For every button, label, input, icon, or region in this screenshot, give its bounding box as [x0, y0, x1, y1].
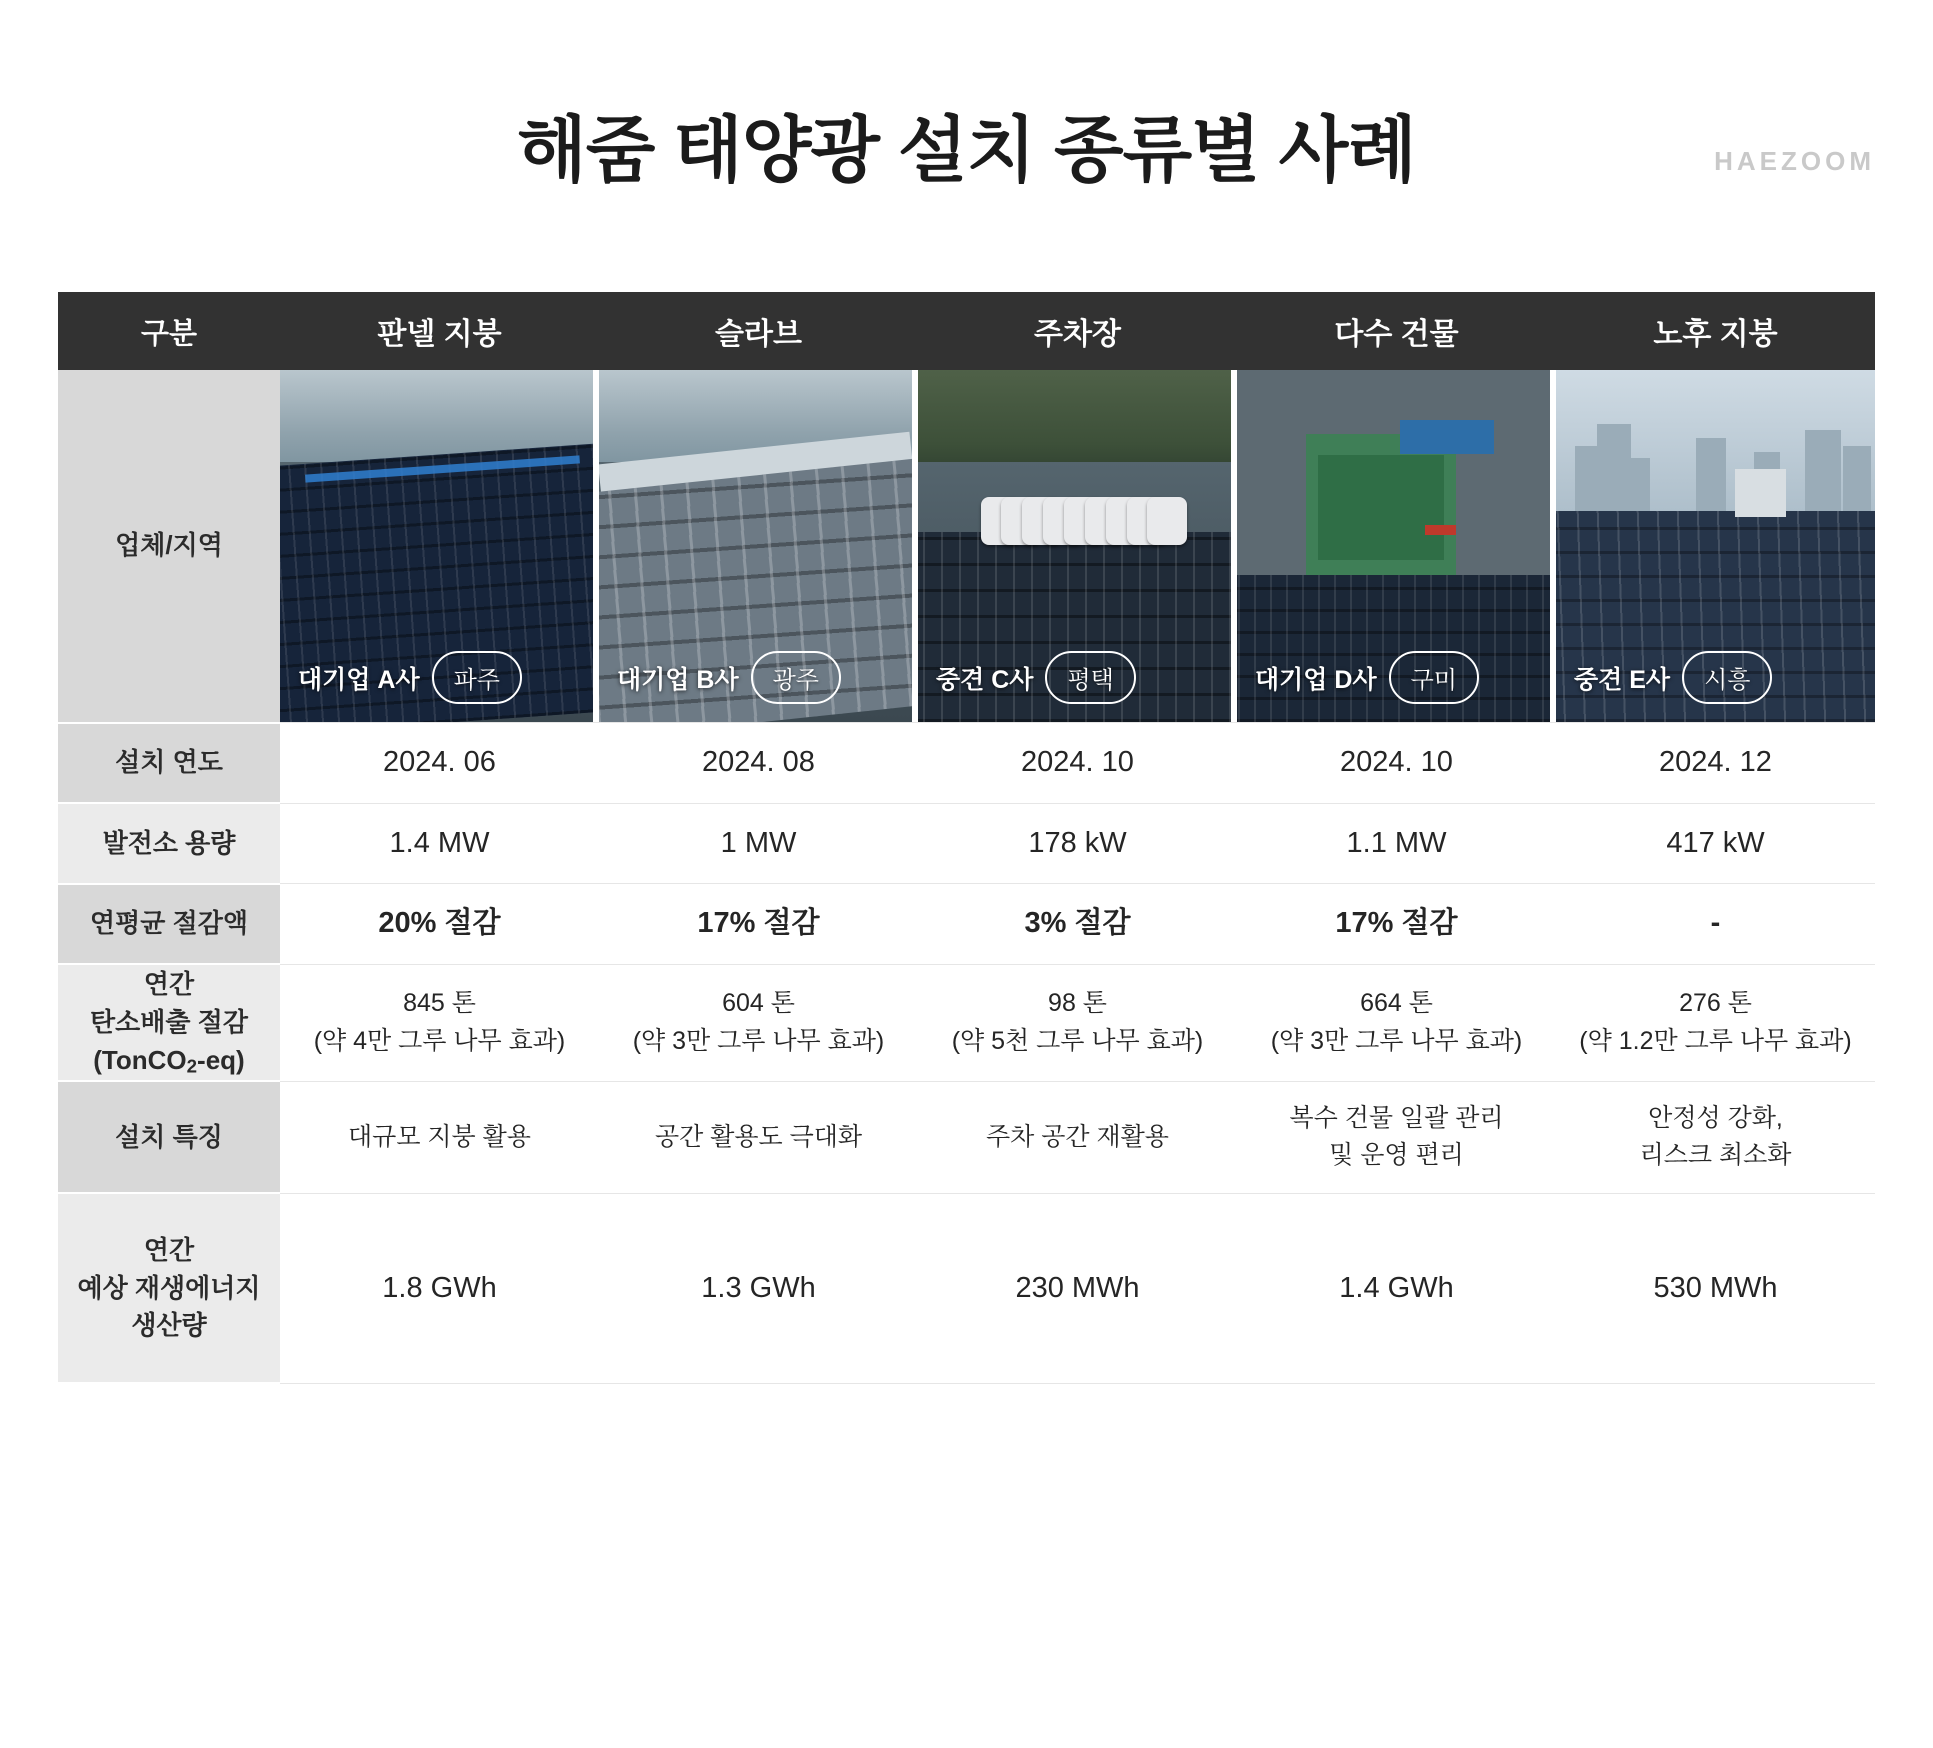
photo-caption: [617, 651, 841, 704]
table-header-row: [58, 292, 1875, 370]
cell-features-slab: [599, 1081, 918, 1193]
table-row-features: [58, 1081, 1875, 1193]
feature-line-2: 리스크 최소화: [1639, 1141, 1792, 1170]
region-badge: 광주: [751, 651, 841, 704]
photo-cell-parking-lot: [918, 370, 1237, 723]
region-badge: 시흥: [1682, 651, 1772, 704]
header-cell-category: 구분: [58, 292, 280, 370]
cell-features-old-roof: [1556, 1081, 1875, 1193]
photo-caption: [1574, 651, 1772, 704]
cell-carbon-panel-roof: [280, 964, 599, 1081]
photo-parking-lot: [918, 370, 1237, 722]
cell-capacity-parking-lot: 178 kW: [918, 803, 1237, 884]
infographic-page: [0, 108, 1933, 1748]
cell-carbon-slab: [599, 964, 918, 1081]
cell-carbon-multi-building: [1237, 964, 1556, 1081]
cell-capacity-old-roof: 417 kW: [1556, 803, 1875, 884]
cell-carbon-old-roof: [1556, 964, 1875, 1081]
carbon-unit-subscript: 2: [186, 1055, 198, 1077]
cell-carbon-parking-lot: [918, 964, 1237, 1081]
row-label-carbon-line-3: [59, 1042, 279, 1080]
carbon-note: (약 3만 그루 나무 효과): [1270, 1026, 1523, 1055]
photo-slab: [599, 370, 918, 722]
row-label-generation: [58, 1193, 280, 1383]
row-label-generation-line-1: 연간: [143, 1234, 195, 1265]
cell-generation-multi-building: 1.4 GWh: [1237, 1193, 1556, 1383]
row-label-generation-line-3: 생산량: [131, 1310, 207, 1341]
table-row-annual-saving: [58, 884, 1875, 965]
header-cell-slab: 슬라브: [599, 292, 918, 370]
cell-annual-saving-parking-lot: 3% 절감: [918, 884, 1237, 965]
carbon-note: (약 1.2만 그루 나무 효과): [1579, 1026, 1852, 1055]
carbon-main-value: 604 톤: [722, 989, 795, 1018]
feature-line-1: 복수 건물 일괄 관리: [1289, 1103, 1504, 1132]
photo-old-roof: [1556, 370, 1875, 722]
company-label: 중견 E사: [1574, 665, 1671, 694]
comparison-table: [58, 292, 1875, 1384]
cell-annual-saving-old-roof: -: [1556, 884, 1875, 965]
cell-annual-saving-multi-building: 17% 절감: [1237, 884, 1556, 965]
photo-multi-building: [1237, 370, 1556, 722]
cell-install-year-old-roof: 2024. 12: [1556, 723, 1875, 804]
carbon-main-value: 98 톤: [1048, 989, 1107, 1018]
table-row-generation: [58, 1193, 1875, 1383]
carbon-note: (약 3만 그루 나무 효과): [632, 1026, 885, 1055]
photo-cell-slab: [599, 370, 918, 723]
header-cell-panel-roof: 판넬 지붕: [280, 292, 599, 370]
feature-line-1: 안정성 강화,: [1648, 1103, 1783, 1132]
cell-capacity-multi-building: 1.1 MW: [1237, 803, 1556, 884]
cell-annual-saving-panel-roof: 20% 절감: [280, 884, 599, 965]
region-badge: 구미: [1389, 651, 1479, 704]
table-row-install-year: [58, 723, 1875, 804]
row-label-generation-line-2: 예상 재생에너지: [77, 1272, 261, 1303]
cell-features-multi-building: [1237, 1081, 1556, 1193]
carbon-note: (약 5천 그루 나무 효과): [951, 1026, 1204, 1055]
cell-annual-saving-slab: 17% 절감: [599, 884, 918, 965]
page-title: 해줌 태양광 설치 종류별 사례: [517, 111, 1416, 191]
photo-treeline: [918, 370, 1231, 476]
cell-install-year-multi-building: 2024. 10: [1237, 723, 1556, 804]
cell-generation-slab: 1.3 GWh: [599, 1193, 918, 1383]
carbon-note: (약 4만 그루 나무 효과): [313, 1026, 566, 1055]
region-badge: 평택: [1045, 651, 1135, 704]
company-label: 대기업 A사: [298, 665, 420, 694]
cell-generation-old-roof: 530 MWh: [1556, 1193, 1875, 1383]
photo-cell-multi-building: [1237, 370, 1556, 723]
feature-line-2: 및 운영 편리: [1329, 1141, 1464, 1170]
row-label-features: 설치 특징: [58, 1081, 280, 1193]
company-label: 대기업 D사: [1255, 665, 1377, 694]
carbon-main-value: 276 톤: [1679, 989, 1752, 1018]
parked-cars: [981, 497, 1213, 549]
carbon-main-value: 664 톤: [1360, 989, 1433, 1018]
header-cell-old-roof: 노후 지붕: [1556, 292, 1875, 370]
region-badge: 파주: [432, 651, 522, 704]
header-cell-parking-lot: 주차장: [918, 292, 1237, 370]
photo-caption: [298, 651, 522, 704]
row-label-capacity: 발전소 용량: [58, 803, 280, 884]
photo-caption: [936, 651, 1136, 704]
row-label-annual-saving: 연평균 절감액: [58, 884, 280, 965]
company-label: 중견 C사: [936, 665, 1034, 694]
cell-features-panel-roof: [280, 1081, 599, 1193]
row-label-company-region: 업체/지역: [58, 370, 280, 723]
building-green-roof-inner: [1318, 455, 1443, 561]
cell-install-year-parking-lot: 2024. 10: [918, 723, 1237, 804]
row-label-carbon-line-2: 탄소배출 절감: [90, 1007, 248, 1038]
roof-duct: [1735, 469, 1786, 517]
cell-features-parking-lot: [918, 1081, 1237, 1193]
photo-caption: [1255, 651, 1479, 704]
cell-capacity-panel-roof: 1.4 MW: [280, 803, 599, 884]
feature-line-1: 대규모 지붕 활용: [348, 1122, 531, 1151]
carbon-unit-suffix: -eq): [197, 1044, 245, 1075]
building-blue-roof: [1400, 420, 1494, 454]
company-label: 대기업 B사: [617, 665, 739, 694]
row-label-carbon-reduction: [58, 964, 280, 1081]
cell-install-year-panel-roof: 2024. 06: [280, 723, 599, 804]
building-red-marking: [1425, 525, 1456, 535]
cell-install-year-slab: 2024. 08: [599, 723, 918, 804]
header-cell-multi-building: 다수 건물: [1237, 292, 1556, 370]
photo-cell-old-roof: [1556, 370, 1875, 723]
photo-panel-roof: [280, 370, 599, 722]
table-row-carbon-reduction: [58, 964, 1875, 1081]
cell-capacity-slab: 1 MW: [599, 803, 918, 884]
carbon-main-value: 845 톤: [403, 989, 476, 1018]
feature-line-1: 공간 활용도 극대화: [654, 1122, 863, 1151]
photo-skyline: [1556, 370, 1875, 511]
cell-generation-parking-lot: 230 MWh: [918, 1193, 1237, 1383]
photo-cell-panel-roof: [280, 370, 599, 723]
cell-generation-panel-roof: 1.8 GWh: [280, 1193, 599, 1383]
carbon-unit-prefix: (TonCO: [93, 1044, 187, 1075]
comparison-table-wrapper: [58, 292, 1875, 1384]
table-row-company-region: [58, 370, 1875, 723]
table-row-capacity: [58, 803, 1875, 884]
feature-line-1: 주차 공간 재활용: [986, 1122, 1169, 1151]
row-label-install-year: 설치 연도: [58, 723, 280, 804]
row-label-carbon-line-1: 연간: [143, 969, 195, 1000]
brand-logo: HAEZOOM: [1714, 146, 1875, 176]
